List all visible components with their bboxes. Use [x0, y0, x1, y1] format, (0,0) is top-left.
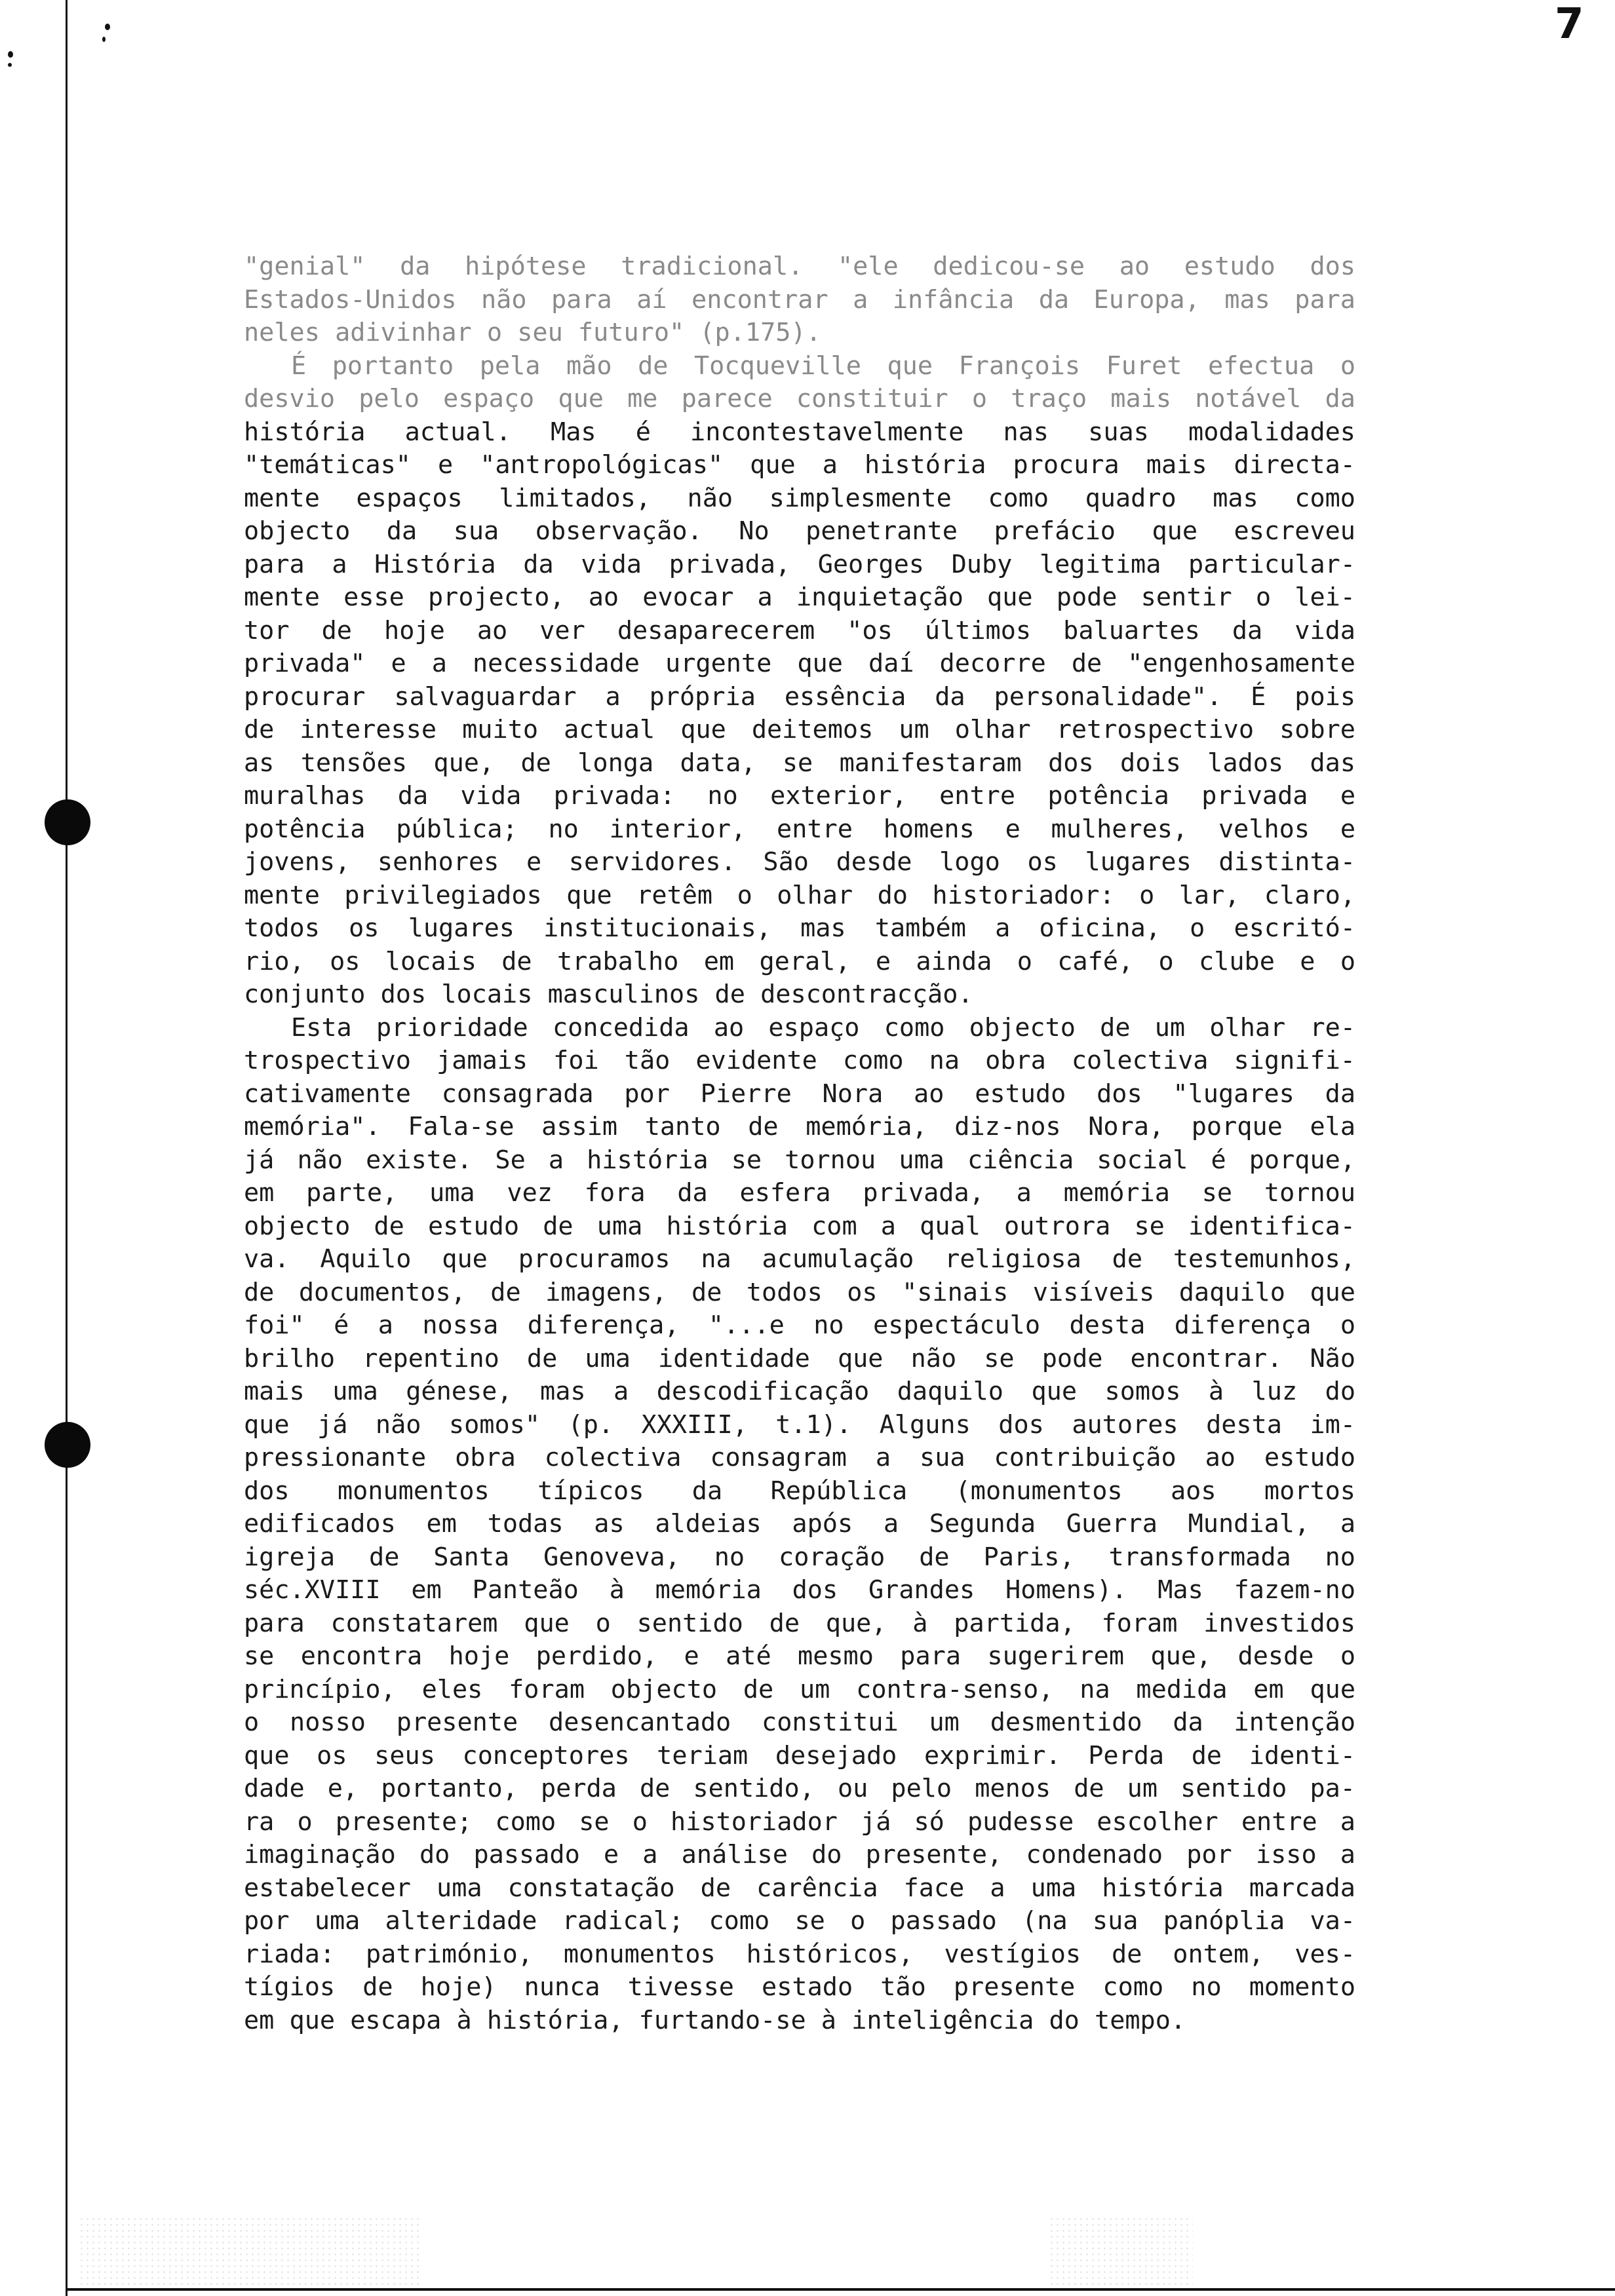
- text-line: memória". Fala-se assim tanto de memória, diz-nos Nora, porque ela: [244, 1112, 1355, 1141]
- text-line: objecto de estudo de uma história com a qual outrora se identifica-: [244, 1211, 1355, 1241]
- scan-speck: [8, 51, 13, 58]
- text-line: o nosso presente desencantado constitui um desmentido da intenção: [244, 1708, 1355, 1737]
- text-line: privada" e a necessidade urgente que daí decorre de "engenhosamente: [244, 649, 1355, 678]
- text-line: mente esse projecto, ao evocar a inquietação que pode sentir o lei-: [244, 583, 1355, 612]
- text-line: pressionante obra colectiva consagram a sua contribuição ao estudo: [244, 1443, 1355, 1472]
- text-line: conjunto dos locais masculinos de descontracção.: [244, 980, 973, 1009]
- text-line: que os seus conceptores teriam desejado exprimir. Perda de identi-: [244, 1740, 1355, 1770]
- text-line: de interesse muito actual que deitemos um olhar retrospectivo sobre: [244, 715, 1355, 744]
- text-line: jovens, senhores e servidores. São desde logo os lugares distinta-: [244, 847, 1355, 877]
- text-line: em parte, uma vez fora da esfera privada, a memória se tornou: [244, 1178, 1355, 1208]
- scan-speck: [102, 37, 106, 42]
- text-line: trospectivo jamais foi tão evidente como na obra colectiva signifi-: [244, 1046, 1355, 1075]
- text-line: todos os lugares institucionais, mas também a oficina, o escritó-: [244, 913, 1355, 943]
- text-line: Esta prioridade concedida ao espaço como objecto de um olhar re-: [291, 1012, 1355, 1043]
- page-corner-mark: 7: [1555, 0, 1584, 48]
- text-line: dos monumentos típicos da República (monumentos aos mortos: [244, 1476, 1355, 1506]
- text-line: mais uma génese, mas a descodificação daquilo que somos à luz do: [244, 1377, 1355, 1406]
- scan-speck: [8, 63, 12, 67]
- punch-hole-top: [45, 799, 90, 845]
- text-line: ra o presente; como se o historiador já só pudesse escolher entre a: [244, 1807, 1355, 1837]
- scan-noise: [1049, 2216, 1193, 2288]
- scan-noise: [79, 2216, 419, 2288]
- text-line: as tensões que, de longa data, se manifestaram dos dois lados das: [244, 748, 1355, 778]
- text-line: desvio pelo espaço que me parece constituir o traço mais notável da: [244, 384, 1355, 413]
- text-line: que já não somos" (p. XXXIII, t.1). Alguns dos autores desta im-: [244, 1409, 1355, 1440]
- text-line: brilho repentino de uma identidade que não se pode encontrar. Não: [244, 1343, 1355, 1373]
- text-line: para constatarem que o sentido de que, à partida, foram investidos: [244, 1608, 1355, 1638]
- paragraph-tocqueville: [244, 350, 1355, 1012]
- text-line: imaginação do passado e a análise do presente, condenado por isso a: [244, 1840, 1355, 1869]
- text-line: tígios de hoje) nunca tivesse estado tão presente como no momento: [244, 1972, 1355, 2002]
- text-line: estabelecer uma constatação de carência face a uma história marcada: [244, 1873, 1355, 1903]
- text-line: objecto da sua observação. No penetrante prefácio que escreveu: [244, 516, 1355, 546]
- text-line: tor de hoje ao ver desaparecerem "os últimos baluartes da vida: [244, 615, 1355, 645]
- text-line: para a História da vida privada, Georges Duby legitima particular-: [244, 549, 1355, 579]
- body-text: [244, 250, 1355, 2037]
- text-line: potência pública; no interior, entre homens e mulheres, velhos e: [244, 814, 1355, 844]
- text-line: em que escapa à história, furtando-se à inteligência do tempo.: [244, 2005, 1186, 2035]
- text-line: va. Aquilo que procuramos na acumulação religiosa de testemunhos,: [244, 1244, 1355, 1274]
- paragraph-nora: [244, 1012, 1355, 2038]
- bottom-edge-line: [66, 2288, 1615, 2291]
- text-line: mente espaços limitados, não simplesmente como quadro mas como: [244, 483, 1355, 513]
- text-line: "genial" da hipótese tradicional. "ele dedicou-se ao estudo dos: [244, 252, 1355, 281]
- text-line: por uma alteridade radical; como se o passado (na sua panóplia va-: [244, 1906, 1355, 1936]
- text-line: rio, os locais de trabalho em geral, e ainda o café, o clube e o: [244, 946, 1355, 976]
- scan-speck: [105, 24, 110, 30]
- text-line: história actual. Mas é incontestavelmente nas suas modalidades: [244, 417, 1355, 447]
- text-line: Estados-Unidos não para aí encontrar a infância da Europa, mas para: [244, 284, 1355, 315]
- text-line: mente privilegiados que retêm o olhar do historiador: o lar, claro,: [244, 880, 1355, 910]
- text-line: edificados em todas as aldeias após a Segunda Guerra Mundial, a: [244, 1509, 1355, 1539]
- binding-edge-line: [66, 0, 68, 2296]
- text-line: igreja de Santa Genoveva, no coração de Paris, transformada no: [244, 1542, 1355, 1572]
- text-line: dade e, portanto, perda de sentido, ou pelo menos de um sentido pa-: [244, 1774, 1355, 1803]
- text-line: É portanto pela mão de Tocqueville que François Furet efectua o: [291, 351, 1355, 381]
- text-line: de documentos, de imagens, de todos os "sinais visíveis daquilo que: [244, 1277, 1355, 1307]
- text-line: "temáticas" e "antropológicas" que a história procura mais directa-: [244, 450, 1355, 480]
- text-line: neles adivinhar o seu futuro" (p.175).: [244, 318, 821, 347]
- text-line: séc.XVIII em Panteão à memória dos Grandes Homens). Mas fazem-no: [244, 1575, 1355, 1605]
- text-line: princípio, eles foram objecto de um contra-senso, na medida em que: [244, 1674, 1355, 1704]
- text-line: se encontra hoje perdido, e até mesmo para sugerirem que, desde o: [244, 1641, 1355, 1671]
- text-line: foi" é a nossa diferença, "...e no espectáculo desta diferença o: [244, 1311, 1355, 1340]
- text-line: muralhas da vida privada: no exterior, entre potência privada e: [244, 781, 1355, 811]
- text-line: procurar salvaguardar a própria essência da personalidade". É pois: [244, 681, 1355, 712]
- punch-hole-bottom: [45, 1422, 90, 1468]
- text-line: já não existe. Se a história se tornou uma ciência social é porque,: [244, 1145, 1355, 1175]
- text-line: riada: património, monumentos históricos, vestígios de ontem, ves-: [244, 1939, 1355, 1969]
- text-line: cativamente consagrada por Pierre Nora ao estudo dos "lugares da: [244, 1079, 1355, 1109]
- paragraph-quote-continuation: [244, 250, 1355, 350]
